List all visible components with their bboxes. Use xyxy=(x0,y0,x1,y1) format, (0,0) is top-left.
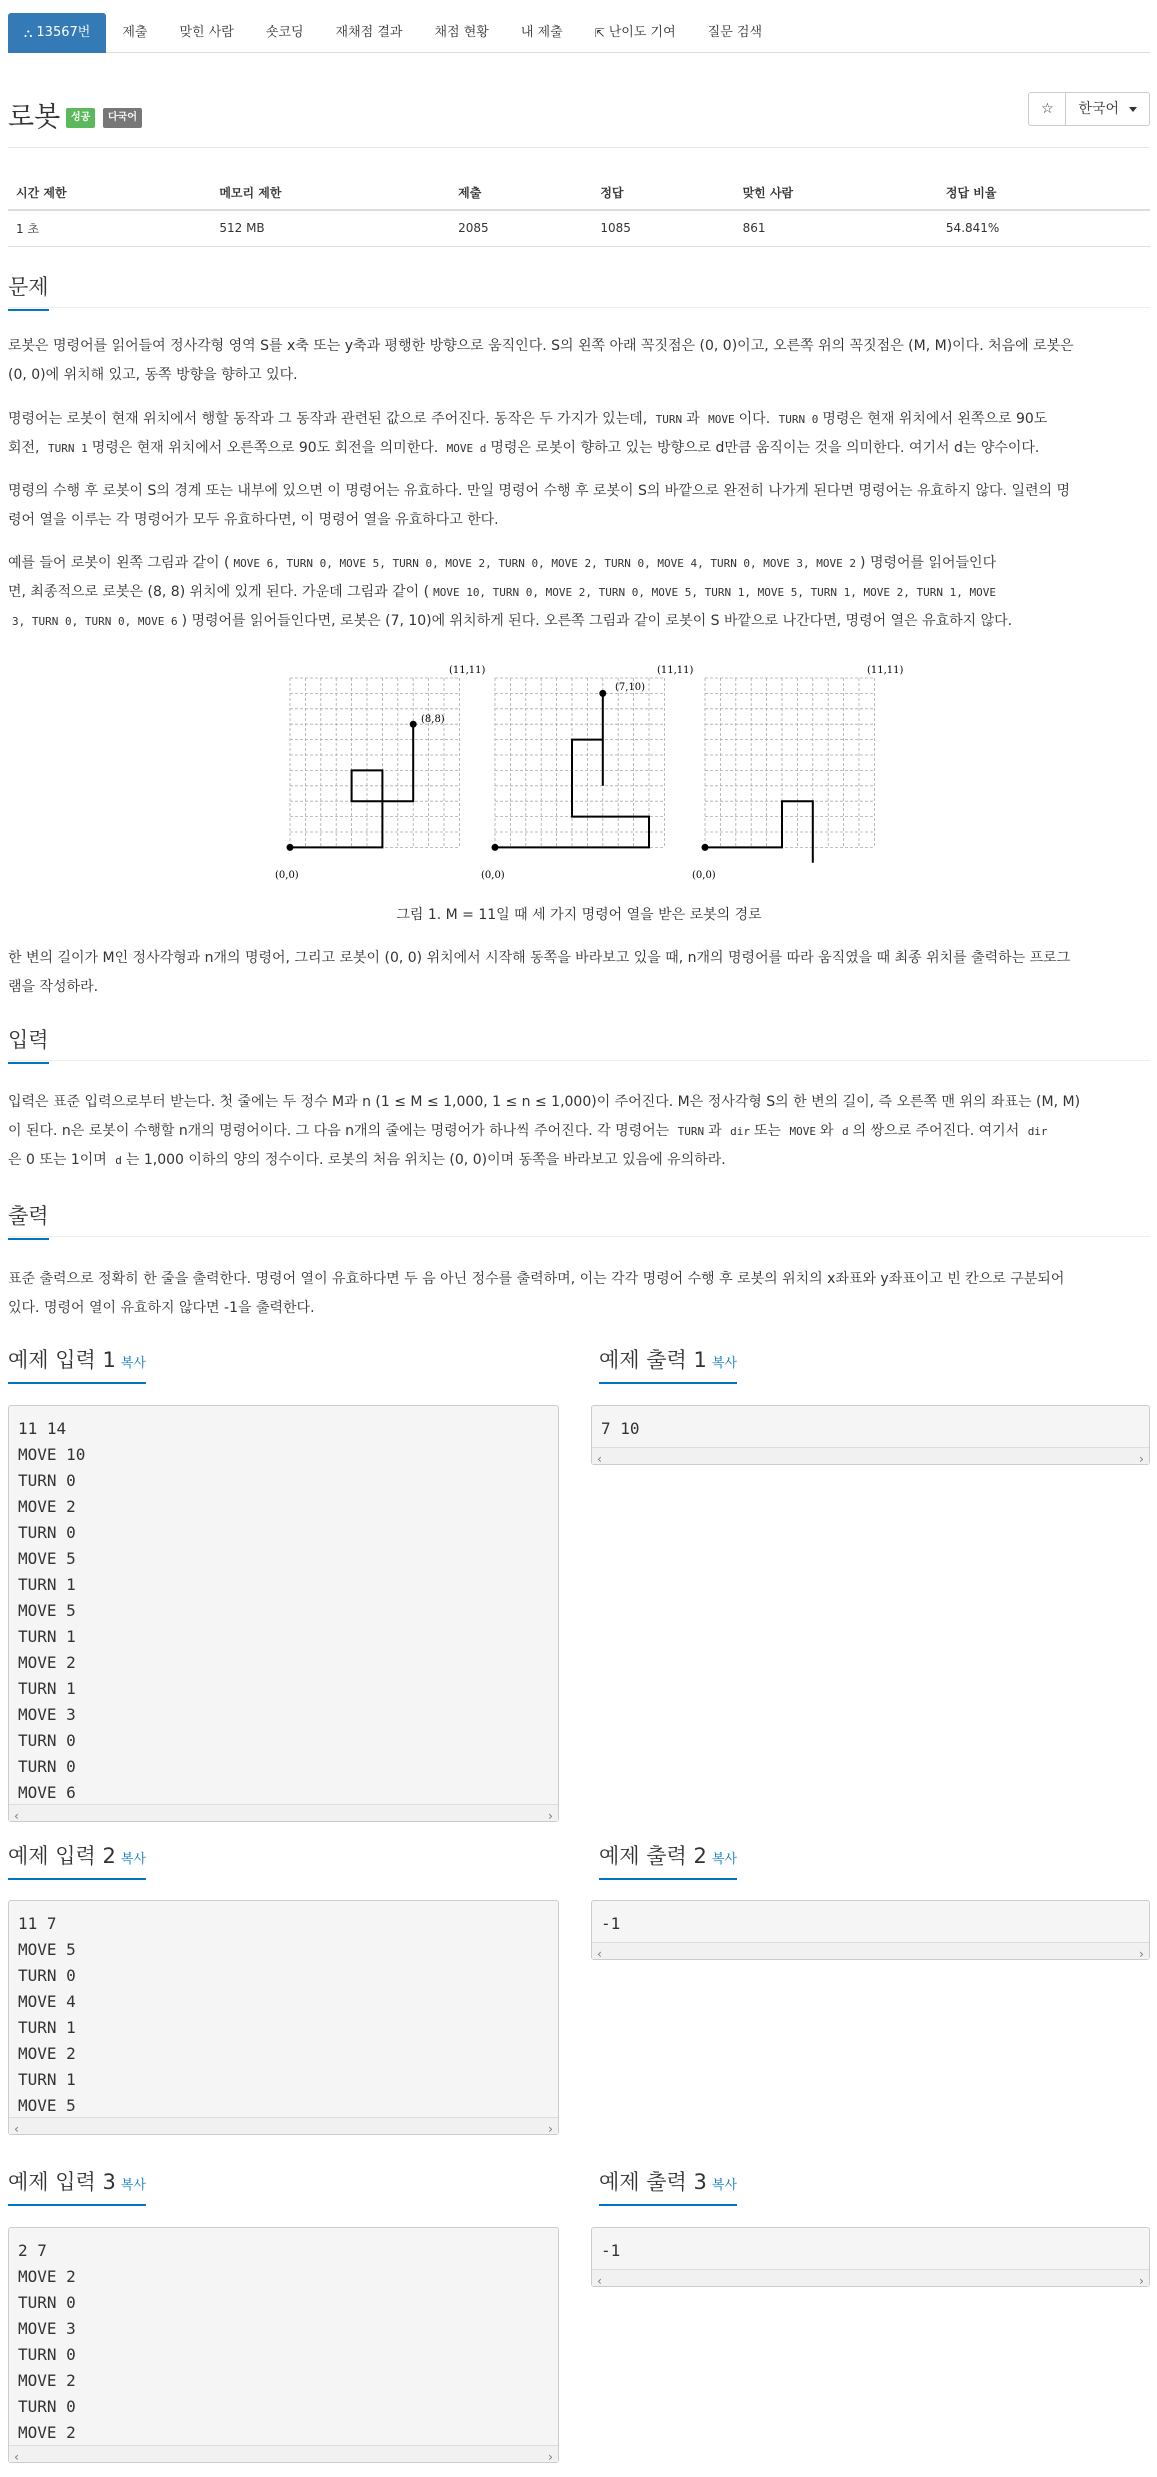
tab-label: 내 제출 xyxy=(520,25,563,40)
section-title-input: 입력 xyxy=(8,1024,49,1062)
code-inline: dir xyxy=(730,1125,751,1138)
sample-input-1-title xyxy=(8,1344,146,1382)
code-line: MOVE 2 xyxy=(18,2267,76,2286)
code-line: 2 7 xyxy=(18,2241,47,2260)
code-inline: TURN xyxy=(677,1125,705,1138)
code-inline: MOVE 10, TURN 0, MOVE 2, TURN 0, MOVE 5, TURN 1, MOVE 5, TURN 1, MOVE 2, TURN 1, MOVE xyxy=(433,586,996,599)
start-point xyxy=(287,844,294,851)
problem-description xyxy=(8,549,1150,636)
time-limit-value: 1 초 xyxy=(8,210,211,246)
text-span: 명령은 로봇이 향하고 있는 방향으로 d만큼 움직이는 것을 의미한다. 여기서 d는 양수이다. xyxy=(490,440,1040,456)
code-inline: d xyxy=(115,1154,122,1167)
divider xyxy=(8,1060,1150,1061)
code-line: MOVE 2 xyxy=(18,2423,76,2442)
text-span: 은 0 또는 1이며 xyxy=(8,1152,107,1168)
tab-label: 13567번 xyxy=(36,25,91,40)
problem-description xyxy=(8,405,1150,463)
paragraph-line xyxy=(8,1146,1150,1175)
code-line: MOVE 6 xyxy=(18,1783,76,1802)
paragraph-line: 있다. 명령어 열이 유효하지 않다면 -1을 출력한다. xyxy=(8,1300,315,1316)
problem-description xyxy=(8,944,1150,1002)
tab-label: 채점 현황 xyxy=(434,25,489,40)
end-label: (8,8) xyxy=(421,714,445,725)
tag-icon: ⛬ xyxy=(24,26,33,40)
section-title-output: 출력 xyxy=(8,1200,49,1238)
sample-title-text: 예제 입력 1 xyxy=(8,1348,116,1372)
text-span: 회전, xyxy=(8,440,40,456)
col-accepted: 정답 xyxy=(592,176,734,210)
text-span: 면, 최종적으로 로봇은 (8, 8) 위치에 있게 된다. 가운데 그림과 같이 ( xyxy=(8,584,430,600)
text-span: 명령어는 로봇이 현재 위치에서 행할 동작과 그 동작과 관련된 값으로 주어진다. 동작은 두 가지가 있는데, xyxy=(8,411,648,427)
code-inline: MOVE xyxy=(789,1125,817,1138)
language-dropdown[interactable] xyxy=(1066,92,1150,126)
copy-button[interactable]: 복사 xyxy=(120,1356,146,1371)
tab-label: 질문 검색 xyxy=(707,25,763,40)
status-badge-multilang: 다국어 xyxy=(103,108,142,128)
solved-users-value: 861 xyxy=(735,210,938,246)
paragraph-line: 입력은 표준 입력으로부터 받는다. 첫 줄에는 두 정수 M과 n (1 ≤ M ≤ 1,000, 1 ≤ n ≤ 1,000)이 주어진다. M은 정사각형 S의 한 변의 길이, 즉 오른쪽 맨 위의 좌표는 (M, M) xyxy=(8,1094,1081,1110)
paragraph-line xyxy=(8,405,1150,434)
code-line: TURN 0 xyxy=(18,1471,76,1490)
text-span: 예를 들어 로봇이 왼쪽 그림과 같이 ( xyxy=(8,555,230,571)
sample-title-text: 예제 출력 1 xyxy=(599,1348,707,1372)
table-row xyxy=(8,210,1150,246)
divider xyxy=(8,1236,1150,1237)
star-button[interactable] xyxy=(1028,92,1066,126)
divider xyxy=(8,307,1150,308)
problem-header xyxy=(8,13,1150,153)
horizontal-scrollbar[interactable] xyxy=(592,1447,1149,1464)
text-span: 와 xyxy=(820,1123,834,1139)
horizontal-scrollbar[interactable] xyxy=(9,1804,558,1821)
paragraph-line xyxy=(8,434,1150,463)
code-line: TURN 1 xyxy=(18,2070,76,2089)
chevron-down-icon xyxy=(1129,107,1137,112)
horizontal-scrollbar[interactable] xyxy=(9,2117,558,2134)
copy-button[interactable]: 복사 xyxy=(711,1356,737,1371)
sample-input-3-title xyxy=(8,2166,146,2204)
end-point xyxy=(599,690,606,697)
col-submissions: 제출 xyxy=(450,176,592,210)
paragraph-line xyxy=(8,549,1150,578)
text-span: 명령은 현재 위치에서 오른쪽으로 90도 회전을 의미한다. xyxy=(91,440,439,456)
code-line: TURN 0 xyxy=(18,2397,76,2416)
tab-label: 난이도 기여 xyxy=(608,25,676,40)
code-line: TURN 0 xyxy=(18,1731,76,1750)
code-inline: MOVE 6, TURN 0, MOVE 5, TURN 0, MOVE 2, TURN 0, MOVE 2, TURN 0, MOVE 4, TURN 0, MOVE 3, MOVE 2 xyxy=(233,557,857,570)
copy-button[interactable]: 복사 xyxy=(120,2178,146,2193)
tab-label: 재채점 결과 xyxy=(335,25,403,40)
problem-description xyxy=(8,332,1150,390)
sample-input-1-box[interactable] xyxy=(8,1405,559,1822)
status-badge-success: 성공 xyxy=(66,108,95,128)
code-inline: TURN 1 xyxy=(47,442,88,455)
paragraph-line xyxy=(8,607,1150,636)
paragraph-line: 한 변의 길이가 M인 정사각형과 n개의 명령어, 그리고 로봇이 (0, 0) 위치에서 시작해 동쪽을 바라보고 있을 때, n개의 명령어를 따라 움직였을 때 최종 위치를 출력하는 프로그 xyxy=(8,950,1071,966)
sample-title-text: 예제 입력 2 xyxy=(8,1844,116,1868)
code-line: MOVE 4 xyxy=(18,1992,76,2011)
code-line: 11 7 xyxy=(18,1914,57,1933)
corner-label: (11,11) xyxy=(657,665,694,676)
text-span: ) 명령어를 읽어들인다 xyxy=(860,555,997,571)
end-label: (7,10) xyxy=(615,682,646,693)
sample-output-2-title xyxy=(599,1840,737,1878)
code-line: MOVE 2 xyxy=(18,1497,76,1516)
text-span: 과 xyxy=(708,1123,722,1139)
corner-label: (11,11) xyxy=(867,665,904,676)
section-title-problem: 문제 xyxy=(8,271,49,309)
code-line: MOVE 10 xyxy=(18,1445,86,1464)
sample-input-2-title xyxy=(8,1840,146,1878)
code-line: TURN 1 xyxy=(18,2018,76,2037)
paragraph-line xyxy=(8,578,1150,607)
paragraph-line: 표준 출력으로 정확히 한 줄을 출력한다. 명령어 열이 유효하다면 두 음 아닌 정수를 출력하며, 이는 각각 명령어 수행 후 로봇의 위치의 x좌표와 y좌표이고 빈 칸으로 구분되어 xyxy=(8,1271,1065,1287)
sample-output-1-title xyxy=(599,1344,737,1382)
col-accept-ratio: 정답 비율 xyxy=(938,176,1150,210)
code-line: -1 xyxy=(601,2241,621,2260)
col-memory-limit: 메모리 제한 xyxy=(211,176,450,210)
code-line: MOVE 5 xyxy=(18,1940,76,1959)
sample-input-2-box[interactable] xyxy=(8,1900,559,2135)
figure-caption: 그림 1. M = 11일 때 세 가지 명령어 열을 받은 로봇의 경로 xyxy=(396,907,762,923)
code-line: TURN 0 xyxy=(18,2293,76,2312)
copy-button[interactable]: 복사 xyxy=(120,1852,146,1867)
accept-ratio-value: 54.841% xyxy=(938,210,1150,246)
tab-label: 제출 xyxy=(122,25,148,40)
code-line: TURN 0 xyxy=(18,1523,76,1542)
star-icon: ☆ xyxy=(1041,101,1054,117)
code-line: 7 10 xyxy=(601,1419,640,1438)
text-span: 는 1,000 이하의 양의 정수이다. 로봇의 처음 위치는 (0, 0)이며 동쪽을 바라보고 있음에 유의하라. xyxy=(125,1152,726,1168)
code-line: MOVE 5 xyxy=(18,1549,76,1568)
external-link-icon: ⇱ xyxy=(594,26,605,40)
sample-output-2-box[interactable] xyxy=(591,1900,1150,1960)
submissions-value: 2085 xyxy=(450,210,592,246)
horizontal-scrollbar[interactable] xyxy=(592,2269,1149,2286)
origin-label: (0,0) xyxy=(275,870,299,881)
start-point xyxy=(702,844,709,851)
text-span: 과 xyxy=(686,411,700,427)
code-line: MOVE 2 xyxy=(18,2044,76,2063)
end-point xyxy=(410,721,417,728)
code-line: TURN 0 xyxy=(18,1966,76,1985)
code-line: TURN 0 xyxy=(18,2345,76,2364)
copy-button[interactable]: 복사 xyxy=(711,1852,737,1867)
code-inline: MOVE d xyxy=(446,442,487,455)
title-actions xyxy=(1028,92,1150,126)
origin-label: (0,0) xyxy=(692,870,716,881)
paragraph-line: 명령의 수행 후 로봇이 S의 경계 또는 내부에 있으면 이 명령어는 유효하다. 만일 명령어 수행 후 로봇이 S의 바깥으로 완전히 나가게 된다면 명령어는 유효하지 않다. 일련의 명 xyxy=(8,483,1071,499)
sample-input-3-box[interactable] xyxy=(8,2227,559,2463)
language-label: 한국어 xyxy=(1078,101,1119,117)
text-span: 이다. xyxy=(738,411,771,427)
text-span: ) 명령어를 읽어들인다면, 로봇은 (7, 10)에 위치하게 된다. 오른쪽 그림과 같이 로봇이 S 바깥으로 나간다면, 명령어 열은 유효하지 않다. xyxy=(181,613,1013,629)
code-line: MOVE 2 xyxy=(18,1653,76,1672)
problem-info-table xyxy=(8,176,1150,247)
corner-label: (11,11) xyxy=(449,665,486,676)
paragraph-line: 로봇은 명령어를 읽어들여 정사각형 영역 S를 x축 또는 y축과 평행한 방향으로 움직인다. S의 왼쪽 아래 꼭짓점은 (0, 0)이고, 오른쪽 위의 꼭짓점은 (M, M)이다. 처음에 로봇은 xyxy=(8,338,1074,354)
code-line: -1 xyxy=(601,1914,621,1933)
code-inline: dir xyxy=(1027,1125,1048,1138)
paragraph-line: (0, 0)에 위치해 있고, 동쪽 방향을 향하고 있다. xyxy=(8,367,298,383)
code-line: TURN 1 xyxy=(18,1627,76,1646)
col-solved-users: 맞힌 사람 xyxy=(735,176,938,210)
start-point xyxy=(492,844,499,851)
paragraph-line: 령어 열을 이루는 각 명령어가 모두 유효하다면, 이 명령어 열을 유효하다고 한다. xyxy=(8,512,499,528)
table-header-row xyxy=(8,176,1150,210)
code-line: MOVE 3 xyxy=(18,1705,76,1724)
paragraph-line: 램을 작성하라. xyxy=(8,979,99,995)
copy-button[interactable]: 복사 xyxy=(711,2178,737,2193)
code-inline: TURN xyxy=(655,413,683,426)
code-inline: MOVE xyxy=(708,413,735,426)
code-line: MOVE 5 xyxy=(18,1601,76,1620)
code-inline: 3, TURN 0, TURN 0, MOVE 6 xyxy=(12,615,178,628)
code-line: MOVE 2 xyxy=(18,2371,76,2390)
code-line: TURN 0 xyxy=(18,1757,76,1776)
tab-label: 맞힌 사람 xyxy=(179,25,234,40)
output-description xyxy=(8,1265,1150,1323)
accepted-value: 1085 xyxy=(592,210,734,246)
page-title: 로봇 xyxy=(8,102,61,133)
text-span: 명령은 현재 위치에서 왼쪽으로 90도 xyxy=(822,411,1048,427)
sample-output-1-box[interactable] xyxy=(591,1405,1150,1465)
sample-title-text: 예제 출력 2 xyxy=(599,1844,707,1868)
memory-limit-value: 512 MB xyxy=(211,210,450,246)
code-line: TURN 1 xyxy=(18,1679,76,1698)
code-inline: d xyxy=(842,1125,849,1138)
problem-description xyxy=(8,477,1150,535)
code-line: TURN 1 xyxy=(18,1575,76,1594)
code-line: 11 14 xyxy=(18,1419,67,1438)
col-time-limit: 시간 제한 xyxy=(8,176,211,210)
code-line: MOVE 5 xyxy=(18,2096,76,2115)
sample-output-3-title xyxy=(599,2166,737,2204)
sample-output-3-box[interactable] xyxy=(591,2227,1150,2287)
code-inline: TURN 0 xyxy=(778,413,819,426)
paragraph-line xyxy=(8,1117,1150,1146)
input-description xyxy=(8,1088,1150,1175)
tab-label: 숏코딩 xyxy=(265,25,304,40)
text-span: 또는 xyxy=(754,1123,782,1139)
code-line: MOVE 3 xyxy=(18,2319,76,2338)
robot-path-figure xyxy=(273,660,905,885)
text-span: 의 쌍으로 주어진다. 여기서 xyxy=(852,1123,1020,1139)
sample-title-text: 예제 출력 3 xyxy=(599,2170,707,2194)
divider xyxy=(8,147,1150,148)
text-span: 이 된다. n은 로봇이 수행할 n개의 명령어이다. 그 다음 n개의 줄에는 명령어가 하나씩 주어진다. 각 명령어는 xyxy=(8,1123,670,1139)
horizontal-scrollbar[interactable] xyxy=(592,1942,1149,1959)
sample-title-text: 예제 입력 3 xyxy=(8,2170,116,2194)
horizontal-scrollbar[interactable] xyxy=(9,2445,558,2462)
origin-label: (0,0) xyxy=(481,870,505,881)
